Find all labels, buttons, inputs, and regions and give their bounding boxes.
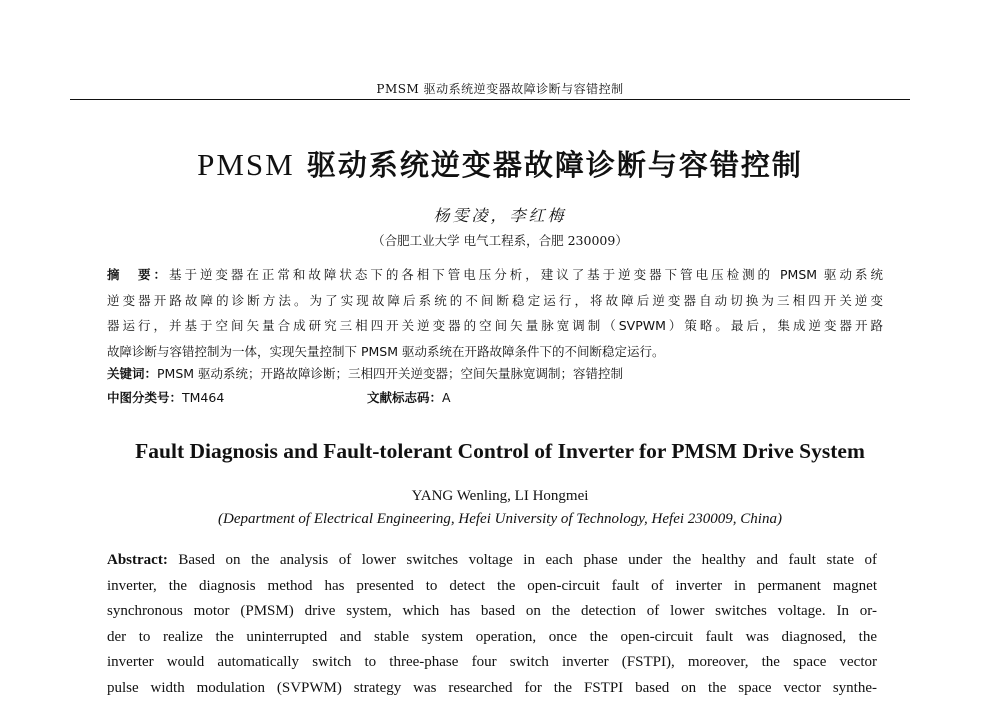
en-abstract	[107, 548, 877, 701]
cn-abstract-label: 摘 要：	[107, 267, 169, 282]
en-affiliation: (Department of Electrical Engineering, Hefei University of Technology, Hefei 230009, China)	[218, 511, 782, 527]
cn-title-rest: 驱动系统逆变器故障诊断与容错控制	[306, 148, 803, 182]
cn-abstract-line: 逆变器开路故障的诊断方法。为了实现故障后系统的不间断稳定运行，将故障后逆变器自动切换为三相四开关逆变	[107, 292, 883, 308]
cn-keywords-text: PMSM 驱动系统；开路故障诊断；三相四开关逆变器；空间矢量脉宽调制；容错控制	[157, 366, 624, 381]
cn-title-latin: PMSM	[197, 147, 295, 182]
cn-classification	[107, 388, 883, 408]
en-abstract-line: synchronous motor (PMSM) drive system, which has based on the detection of lower switches voltage. In or-	[107, 603, 877, 619]
cn-title	[0, 143, 1000, 184]
cn-authors: 杨雯凌，李红梅	[433, 206, 567, 225]
cn-keywords	[107, 364, 883, 384]
en-authors: YANG Wenling, LI Hongmei	[411, 488, 589, 504]
en-abstract-line	[107, 548, 877, 574]
cn-abstract	[107, 262, 883, 364]
cn-abstract-line: 器运行，并基于空间矢量合成研究三相四开关逆变器的空间矢量脉宽调制（SVPWM）策略。最后，集成逆变器开路	[107, 318, 883, 333]
cn-affiliation: （合肥工业大学 电气工程系，合肥 230009）	[372, 233, 628, 248]
cn-keywords-label: 关键词：	[107, 366, 158, 381]
running-header: PMSM 驱动系统逆变器故障诊断与容错控制	[376, 82, 624, 96]
cn-doc-value: A	[442, 390, 451, 405]
cn-abstract-line: 故障诊断与容错控制为一体，实现矢量控制下 PMSM 驱动系统在开路故障条件下的不间断稳定运行。	[107, 343, 665, 359]
en-abstract-line: der to realize the uninterrupted and stable system operation, once the open-circuit fault was diagnosed, the	[107, 628, 877, 645]
en-title: Fault Diagnosis and Fault-tolerant Control of Inverter for PMSM Drive System	[135, 439, 865, 463]
cn-doc-code	[367, 388, 451, 408]
cn-class-value: TM464	[182, 390, 225, 405]
header-rule	[70, 99, 910, 100]
cn-abstract-text: 基于逆变器在正常和故障状态下的各相下管电压分析，建议了基于逆变器下管电压检测的 PMSM 驱动系统	[168, 267, 883, 282]
en-abstract-line: inverter, the diagnosis method has presented to detect the open-circuit fault of inverter in permanent magnet	[107, 577, 877, 594]
cn-class-label: 中图分类号：	[107, 390, 183, 405]
en-abstract-line: inverter would automatically switch to three-phase four switch inverter (FSTPI), moreover, the space vector	[107, 654, 877, 670]
cn-abstract-line	[107, 262, 883, 288]
en-abstract-label: Abstract:	[107, 552, 168, 568]
en-abstract-text: Based on the analysis of lower switches voltage in each phase under the healthy and fault state of	[178, 552, 877, 568]
cn-doc-label: 文献标志码：	[367, 390, 443, 405]
en-abstract-line: pulse width modulation (SVPWM) strategy was researched for the FSTPI based on the space vector synthe-	[107, 679, 877, 696]
